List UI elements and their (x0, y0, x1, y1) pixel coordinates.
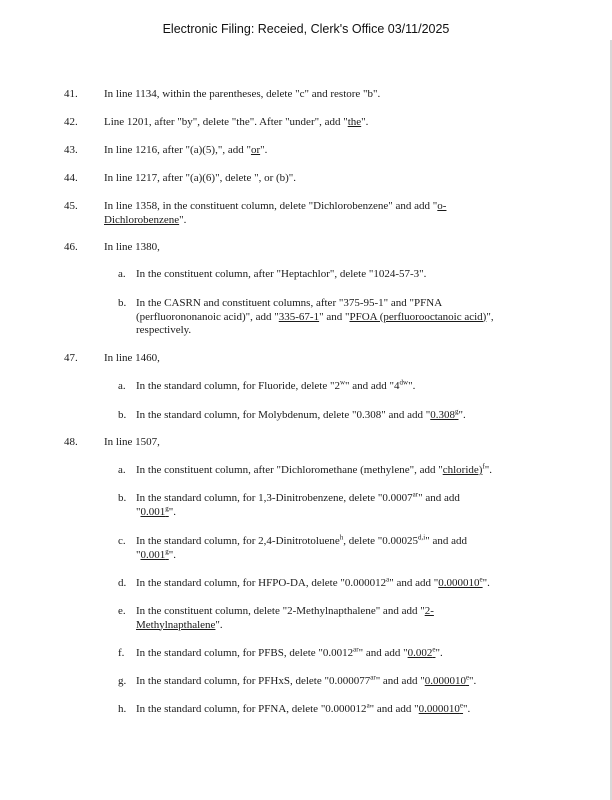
sub-text: In the standard column, for PFBS, delete "$0.0012^{ar}$" and add "0.002e". (136, 645, 443, 659)
sub-text: In the standard column, for PFHxS, delete "$0.000077^{ar}$" and add "0.000010e". (136, 673, 477, 687)
sub-letter: a. (118, 268, 126, 280)
item-text: In line 1217, after "(a)(6)", delete ", or (b)". (104, 172, 297, 184)
sub-text: In the standard column, for 2,4-Dinitrotoluene$^h$, delete "0.00025$^{d,i}$" and add "0.001$^g$". (136, 533, 467, 561)
sub-text: In the standard column, for Molybdenum, delete "0.308" and add "0.308$^g$". (136, 407, 466, 421)
added-text: the (347, 116, 362, 128)
sub-text: In the standard column, for Fluoride, delete "2$^w$" and add "$4^{dw}$". (136, 378, 416, 392)
added-text: or (250, 144, 261, 156)
item-number: 47. (64, 352, 78, 364)
item-text: In line 1134, within the parentheses, delete "c" and restore "b". (104, 88, 381, 100)
sub-letter: a. (118, 464, 126, 476)
added-text: 0.000010e (418, 701, 464, 715)
sub-text: In the standard column, for 1,3-Dinitrobenzene, delete "$0.0007^{ar}$" and add "0.001$^g$". (136, 490, 460, 518)
sub-letter: a. (118, 380, 126, 392)
item-text: In line 1216, after "(a)(5),", add "or". (104, 144, 268, 156)
item-number: 45. (64, 200, 78, 212)
sub-text: In the constituent column, delete "2-Methylnapthalene" and add "2- Methylnapthalene". (136, 605, 434, 631)
sub-text: In the constituent column, after "Heptachlor", delete "1024-57-3". (136, 268, 427, 280)
item-number: 44. (64, 172, 78, 184)
sub-text: In the CASRN and constituent columns, after "375-95-1" and "PFNA (perfluorononanoic acid)", add "335-67-1" and "PFOA (perfluorooctanoic acid)", respectively. (136, 297, 494, 336)
sub-letter: f. (118, 647, 125, 659)
added-text: PFOA (perfluorooctanoic acid) (349, 310, 487, 323)
added-text: Dichlorobenzene (104, 213, 180, 226)
sub-letter: g. (118, 675, 127, 687)
added-text: 0.001$^g$ (140, 546, 169, 561)
sub-text: In the standard column, for HFPO-DA, delete "0.000012$^a$" and add "0.000010e". (136, 575, 490, 589)
added-text: 2- (424, 605, 434, 617)
sub-letter: e. (118, 605, 126, 617)
item-text: In line 1358, in the constituent column, delete "Dichlorobenzene" and add "o- Dichlorobenzene". (104, 200, 447, 226)
added-text: 0.000010e (424, 673, 470, 687)
sub-letter: h. (118, 703, 127, 715)
sub-letter: c. (118, 535, 126, 547)
sub-letter: b. (118, 492, 127, 504)
item-number: 46. (64, 241, 78, 253)
added-text: 0.000010e (438, 575, 483, 589)
sub-letter: b. (118, 297, 127, 309)
item-number: 43. (64, 144, 78, 156)
added-text: 0.001$^g$ (140, 503, 169, 518)
added-text: Methylnapthalene (136, 618, 216, 631)
sub-text: In the constituent column, after "Dichloromethane (methylene", add "chloride)$^f$". (136, 462, 493, 476)
item-text: In line 1460, (104, 352, 160, 364)
sub-letter: d. (118, 577, 127, 589)
added-text: o- (437, 200, 447, 212)
item-number: 48. (64, 436, 78, 448)
added-text: 0.308$^g$ (430, 407, 459, 421)
added-text: chloride) (442, 464, 483, 476)
sub-letter: b. (118, 409, 127, 421)
added-text: 335-67-1 (278, 310, 320, 323)
item-text: In line 1380, (104, 241, 160, 253)
added-text: 0.002e (407, 645, 436, 659)
item-number: 41. (64, 88, 78, 100)
item-number: 42. (64, 116, 78, 128)
item-text: In line 1507, (104, 436, 160, 448)
sub-text: In the standard column, for PFNA, delete "0.000012$^a$" and add "0.000010e". (136, 701, 471, 715)
filing-header: Electronic Filing: Receied, Clerk's Office 03/11/2025 (162, 22, 450, 36)
item-text: Line 1201, after "by", delete "the". After "under", add "the". (104, 116, 369, 128)
